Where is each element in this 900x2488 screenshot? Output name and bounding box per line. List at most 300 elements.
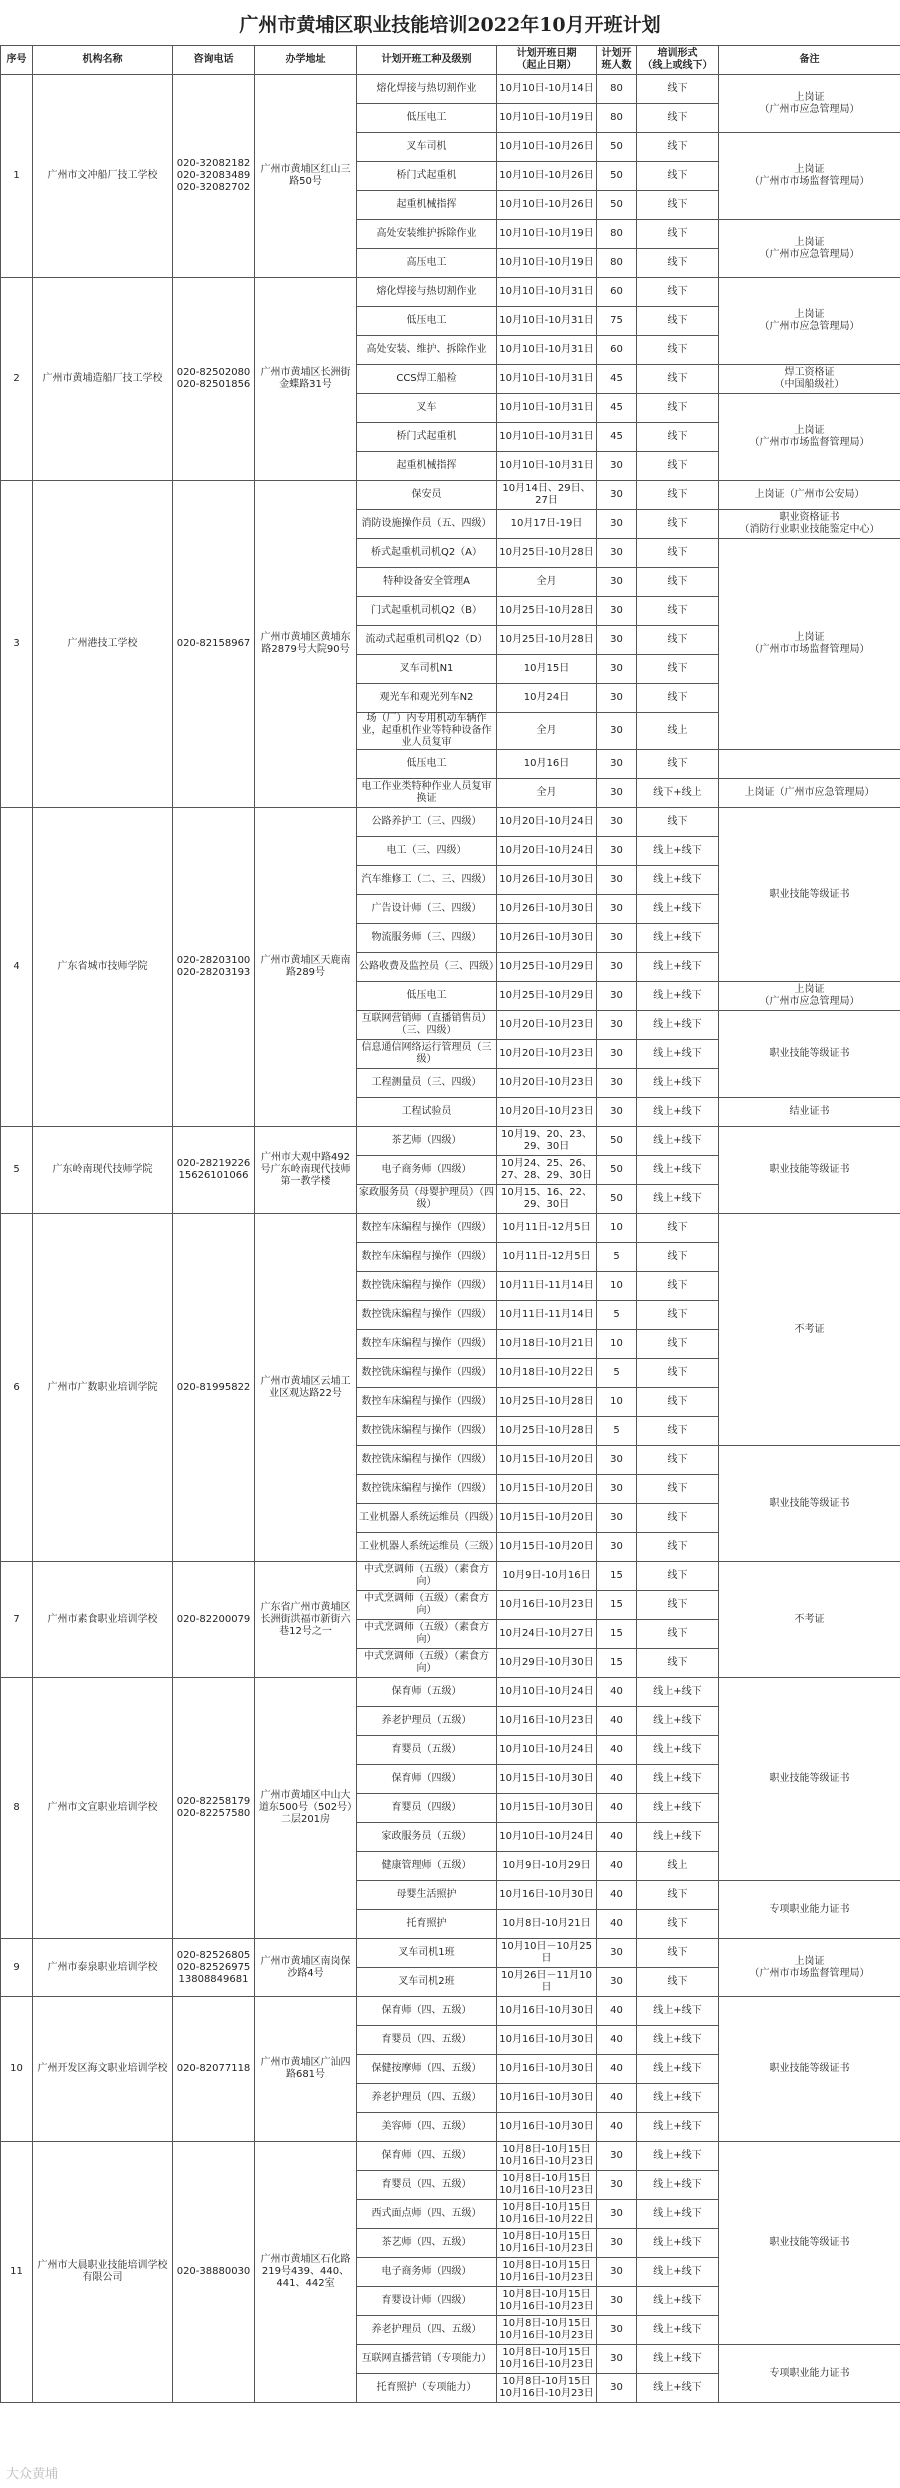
training-mode: 线上+线下 (637, 2258, 719, 2287)
class-date: 10月20日-10月24日 (497, 808, 597, 837)
class-size: 30 (597, 510, 637, 539)
training-mode: 线上+线下 (637, 1765, 719, 1794)
class-size: 30 (597, 626, 637, 655)
class-size: 5 (597, 1359, 637, 1388)
training-mode: 线上+线下 (637, 866, 719, 895)
training-mode: 线下 (637, 191, 719, 220)
org-address: 广州市黄埔区广汕四路681号 (255, 1997, 357, 2142)
job-type: 茶艺师（四级） (357, 1127, 497, 1156)
class-size: 40 (597, 2084, 637, 2113)
class-date: 10月24、25、26、27、28、29、30日 (497, 1156, 597, 1185)
remark: 职业技能等级证书 (719, 1678, 900, 1881)
training-mode: 线上+线下 (637, 1707, 719, 1736)
job-type: 数控铣床编程与操作（四级） (357, 1301, 497, 1330)
training-mode: 线下 (637, 104, 719, 133)
class-date: 10月8日-10月15日 10月16日-10月23日 (497, 2258, 597, 2287)
class-size: 30 (597, 2287, 637, 2316)
class-date: 10月16日-10月30日 (497, 1881, 597, 1910)
remark: 上岗证 （广州市应急管理局） (719, 278, 900, 365)
training-mode: 线上+线下 (637, 2287, 719, 2316)
class-date: 10月8日-10月15日 10月16日-10月23日 (497, 2345, 597, 2374)
class-date: 10月10日－10月25日 (497, 1939, 597, 1968)
training-mode: 线下 (637, 750, 719, 779)
class-date: 10月20日-10月23日 (497, 1069, 597, 1098)
class-date: 10月10日-10月31日 (497, 336, 597, 365)
job-type: 低压电工 (357, 982, 497, 1011)
remark (719, 750, 900, 779)
class-size: 30 (597, 1011, 637, 1040)
job-type: 育婴员（四、五级） (357, 2026, 497, 2055)
class-size: 30 (597, 1504, 637, 1533)
training-mode: 线下 (637, 510, 719, 539)
training-mode: 线上+线下 (637, 982, 719, 1011)
class-date: 10月11日-12月5日 (497, 1214, 597, 1243)
header-count: 计划开班人数 (597, 46, 637, 75)
job-type: 育婴员（五级） (357, 1736, 497, 1765)
org-phone: 020-28219226 15626101066 (173, 1127, 255, 1214)
training-mode: 线上+线下 (637, 1069, 719, 1098)
class-date: 10月26日－11月10日 (497, 1968, 597, 1997)
training-mode: 线上+线下 (637, 2200, 719, 2229)
table-row (1, 1939, 900, 1968)
class-size: 30 (597, 2171, 637, 2200)
remark: 职业技能等级证书 (719, 1997, 900, 2142)
table-row (1, 808, 900, 837)
training-mode: 线下 (637, 365, 719, 394)
training-mode: 线下 (637, 597, 719, 626)
class-date: 10月25日-10月28日 (497, 597, 597, 626)
training-mode: 线上+线下 (637, 2171, 719, 2200)
training-mode: 线下 (637, 1359, 719, 1388)
org-address: 广州市大观中路492号广东岭南现代技师第一教学楼 (255, 1127, 357, 1214)
class-size: 40 (597, 2026, 637, 2055)
header-address: 办学地址 (255, 46, 357, 75)
class-size: 5 (597, 1301, 637, 1330)
class-date: 10月10日-10月14日 (497, 75, 597, 104)
class-date: 10月25日-10月29日 (497, 953, 597, 982)
class-size: 60 (597, 278, 637, 307)
training-mode: 线上+线下 (637, 1127, 719, 1156)
job-type: 起重机械指挥 (357, 191, 497, 220)
training-mode: 线上+线下 (637, 2026, 719, 2055)
training-mode: 线上+线下 (637, 1011, 719, 1040)
class-date: 10月10日-10月24日 (497, 1823, 597, 1852)
org-address: 广州市黄埔区天鹿南路289号 (255, 808, 357, 1127)
class-size: 30 (597, 924, 637, 953)
training-mode: 线下 (637, 1968, 719, 1997)
class-date: 10月10日-10月24日 (497, 1736, 597, 1765)
job-type: 桥式起重机司机Q2（A） (357, 539, 497, 568)
job-type: 工程试验员 (357, 1098, 497, 1127)
remark: 上岗证（广州市应急管理局） (719, 779, 900, 808)
job-type: 保育师（四、五级） (357, 2142, 497, 2171)
class-date: 10月15日-10月30日 (497, 1794, 597, 1823)
class-size: 30 (597, 2229, 637, 2258)
class-date: 10月9日-10月29日 (497, 1852, 597, 1881)
job-type: 托育照护 (357, 1910, 497, 1939)
header-note: 备注 (719, 46, 900, 75)
training-mode: 线上 (637, 713, 719, 750)
org-name: 广州市素食职业培训学校 (33, 1562, 173, 1678)
training-mode: 线上+线下 (637, 2345, 719, 2374)
training-mode: 线下 (637, 539, 719, 568)
class-size: 10 (597, 1272, 637, 1301)
job-type: 工程测量员（三、四级） (357, 1069, 497, 1098)
training-mode: 线下 (637, 220, 719, 249)
training-mode: 线上+线下 (637, 1997, 719, 2026)
training-mode: 线下 (637, 75, 719, 104)
class-size: 30 (597, 837, 637, 866)
class-size: 40 (597, 1794, 637, 1823)
job-type: 西式面点师（四、五级） (357, 2200, 497, 2229)
job-type: 中式烹调师（五级）（素食方向） (357, 1649, 497, 1678)
page-title: 广州市黄埔区职业技能培训2022年10月开班计划 (239, 14, 661, 36)
class-date: 10月8日-10月21日 (497, 1910, 597, 1939)
class-size: 10 (597, 1388, 637, 1417)
org-name: 广州市文宣职业培训学校 (33, 1678, 173, 1939)
org-name: 广州市泰泉职业培训学校 (33, 1939, 173, 1997)
training-mode: 线上+线下 (637, 837, 719, 866)
table-row (1, 1127, 900, 1156)
org-address: 广州市黄埔区云埔工业区观达路22号 (255, 1214, 357, 1562)
class-date: 10月20日-10月23日 (497, 1040, 597, 1069)
remark: 上岗证（广州市公安局） (719, 481, 900, 510)
job-type: 电子商务师（四级） (357, 1156, 497, 1185)
class-date: 10月16日-10月23日 (497, 1591, 597, 1620)
org-address: 广州市黄埔区黄埔东路2879号大院90号 (255, 481, 357, 808)
class-size: 30 (597, 1939, 637, 1968)
class-date: 10月8日-10月15日 10月16日-10月23日 (497, 2142, 597, 2171)
training-mode: 线下 (637, 808, 719, 837)
training-mode: 线下 (637, 1446, 719, 1475)
class-date: 10月24日 (497, 684, 597, 713)
training-mode: 线下 (637, 1591, 719, 1620)
header-mode: 培训形式 （线上或线下） (637, 46, 719, 75)
remark: 焊工资格证 （中国船级社） (719, 365, 900, 394)
org-number: 4 (1, 808, 33, 1127)
job-type: 健康管理师（五级） (357, 1852, 497, 1881)
job-type: 公路养护工（三、四级） (357, 808, 497, 837)
training-mode: 线下 (637, 307, 719, 336)
training-mode: 线下 (637, 1504, 719, 1533)
training-mode: 线上+线下 (637, 2229, 719, 2258)
remark: 上岗证 （广州市应急管理局） (719, 220, 900, 278)
class-size: 40 (597, 1736, 637, 1765)
org-name: 广东省城市技师学院 (33, 808, 173, 1127)
header-org: 机构名称 (33, 46, 173, 75)
class-size: 80 (597, 75, 637, 104)
training-mode: 线下 (637, 1214, 719, 1243)
job-type: 低压电工 (357, 750, 497, 779)
job-type: 育婴设计师（四级） (357, 2287, 497, 2316)
training-mode: 线上+线下 (637, 2374, 719, 2403)
class-size: 40 (597, 1707, 637, 1736)
job-type: 数控车床编程与操作（四级） (357, 1330, 497, 1359)
class-date: 10月10日-10月31日 (497, 423, 597, 452)
remark: 职业资格证书 （消防行业职业技能鉴定中心） (719, 510, 900, 539)
class-date: 10月25日-10月28日 (497, 1417, 597, 1446)
remark: 上岗证 （广州市应急管理局） (719, 982, 900, 1011)
training-mode: 线下 (637, 1649, 719, 1678)
class-size: 40 (597, 1678, 637, 1707)
training-mode: 线上+线下 (637, 1156, 719, 1185)
job-type: 养老护理员（四、五级） (357, 2316, 497, 2345)
training-mode: 线下 (637, 1330, 719, 1359)
class-date: 10月15日-10月20日 (497, 1475, 597, 1504)
job-type: 流动式起重机司机Q2（D） (357, 626, 497, 655)
training-mode: 线下 (637, 1533, 719, 1562)
class-date: 10月25日-10月28日 (497, 626, 597, 655)
header-no: 序号 (1, 46, 33, 75)
class-date: 10月10日-10月26日 (497, 191, 597, 220)
training-mode: 线下 (637, 452, 719, 481)
training-mode: 线上+线下 (637, 2055, 719, 2084)
training-mode: 线上+线下 (637, 1185, 719, 1214)
class-date: 10月16日-10月23日 (497, 1707, 597, 1736)
class-date: 10月14日、29日、27日 (497, 481, 597, 510)
class-size: 5 (597, 1417, 637, 1446)
class-size: 10 (597, 1214, 637, 1243)
training-mode: 线下 (637, 626, 719, 655)
org-number: 7 (1, 1562, 33, 1678)
class-date: 10月18日-10月22日 (497, 1359, 597, 1388)
table-row (1, 1997, 900, 2026)
job-type: 保健按摩师（四、五级） (357, 2055, 497, 2084)
training-mode: 线上+线下 (637, 1794, 719, 1823)
org-number: 2 (1, 278, 33, 481)
job-type: 数控铣床编程与操作（四级） (357, 1359, 497, 1388)
class-size: 30 (597, 2345, 637, 2374)
org-address: 广州市黄埔区石化路219号439、440、441、442室 (255, 2142, 357, 2403)
org-number: 6 (1, 1214, 33, 1562)
org-number: 8 (1, 1678, 33, 1939)
training-mode: 线下 (637, 278, 719, 307)
class-size: 45 (597, 423, 637, 452)
class-date: 10月25日-10月28日 (497, 1388, 597, 1417)
org-phone: 020-82158967 (173, 481, 255, 808)
watermark-logo: 大众黄埔 (6, 2467, 59, 2482)
training-mode: 线下 (637, 1475, 719, 1504)
org-address: 广东省广州市黄埔区长洲街洪福市新街六巷12号之一 (255, 1562, 357, 1678)
job-type: 托育照护（专项能力） (357, 2374, 497, 2403)
class-size: 30 (597, 1040, 637, 1069)
training-mode: 线下 (637, 1939, 719, 1968)
class-size: 30 (597, 808, 637, 837)
class-date: 10月10日-10月31日 (497, 394, 597, 423)
job-type: 数控车床编程与操作（四级） (357, 1243, 497, 1272)
table-row (1, 1214, 900, 1243)
training-mode: 线下 (637, 423, 719, 452)
org-phone: 020-82077118 (173, 1997, 255, 2142)
job-type: CCS焊工船检 (357, 365, 497, 394)
org-phone: 020-38880030 (173, 2142, 255, 2403)
job-type: 数控铣床编程与操作（四级） (357, 1475, 497, 1504)
class-size: 45 (597, 365, 637, 394)
job-type: 母婴生活照护 (357, 1881, 497, 1910)
org-phone: 020-82200079 (173, 1562, 255, 1678)
remark: 不考证 (719, 1562, 900, 1678)
training-mode: 线上+线下 (637, 2084, 719, 2113)
class-size: 30 (597, 597, 637, 626)
class-date: 10月29日-10月30日 (497, 1649, 597, 1678)
org-number: 5 (1, 1127, 33, 1214)
class-date: 10月9日-10月16日 (497, 1562, 597, 1591)
class-date: 10月26日-10月30日 (497, 866, 597, 895)
training-mode: 线下 (637, 1620, 719, 1649)
remark: 职业技能等级证书 (719, 1127, 900, 1214)
org-number: 10 (1, 1997, 33, 2142)
org-name: 广州市广数职业培训学院 (33, 1214, 173, 1562)
class-size: 5 (597, 1243, 637, 1272)
org-number: 3 (1, 481, 33, 808)
org-phone: 020-32082182 020-32083489 020-32082702 (173, 75, 255, 278)
class-size: 40 (597, 1852, 637, 1881)
class-size: 50 (597, 1127, 637, 1156)
class-date: 10月18日-10月21日 (497, 1330, 597, 1359)
class-size: 30 (597, 1069, 637, 1098)
org-address: 广州市黄埔区中山大道东500号（502号）二层201房 (255, 1678, 357, 1939)
remark: 职业技能等级证书 (719, 808, 900, 982)
remark: 上岗证 （广州市应急管理局） (719, 75, 900, 133)
class-date: 10月17日-19日 (497, 510, 597, 539)
class-date: 10月10日-10月19日 (497, 249, 597, 278)
training-mode: 线上+线下 (637, 1098, 719, 1127)
org-number: 11 (1, 2142, 33, 2403)
class-size: 30 (597, 1533, 637, 1562)
remark: 专项职业能力证书 (719, 1881, 900, 1939)
class-size: 45 (597, 394, 637, 423)
job-type: 保育师（五级） (357, 1678, 497, 1707)
class-size: 30 (597, 750, 637, 779)
class-date: 全月 (497, 568, 597, 597)
class-date: 10月16日-10月30日 (497, 2026, 597, 2055)
class-size: 30 (597, 452, 637, 481)
job-type: 数控车床编程与操作（四级） (357, 1214, 497, 1243)
class-date: 10月11日-11月14日 (497, 1301, 597, 1330)
class-date: 10月20日-10月23日 (497, 1098, 597, 1127)
job-type: 门式起重机司机Q2（B） (357, 597, 497, 626)
class-size: 15 (597, 1562, 637, 1591)
training-mode: 线下 (637, 1301, 719, 1330)
training-mode: 线下 (637, 249, 719, 278)
training-mode: 线下 (637, 336, 719, 365)
org-phone: 020-82258179 020-82257580 (173, 1678, 255, 1939)
job-type: 电工作业类特种作业人员复审换证 (357, 779, 497, 808)
class-date: 10月8日-10月15日 10月16日-10月23日 (497, 2287, 597, 2316)
training-mode: 线下 (637, 394, 719, 423)
training-mode: 线下 (637, 1272, 719, 1301)
class-size: 30 (597, 1968, 637, 1997)
class-size: 30 (597, 2374, 637, 2403)
class-date: 10月8日-10月15日 10月16日-10月23日 (497, 2374, 597, 2403)
class-date: 10月15日-10月20日 (497, 1446, 597, 1475)
class-date: 10月16日-10月30日 (497, 1997, 597, 2026)
remark: 职业技能等级证书 (719, 2142, 900, 2345)
class-size: 30 (597, 1446, 637, 1475)
job-type: 场（厂）内专用机动车辆作业，起重机作业等特种设备作业人员复审 (357, 713, 497, 750)
job-type: 电工（三、四级） (357, 837, 497, 866)
job-type: 数控铣床编程与操作（四级） (357, 1446, 497, 1475)
job-type: 特种设备安全管理A (357, 568, 497, 597)
class-date: 10月19、20、23、29、30日 (497, 1127, 597, 1156)
class-size: 40 (597, 1910, 637, 1939)
training-mode: 线上+线下 (637, 895, 719, 924)
class-size: 15 (597, 1591, 637, 1620)
class-size: 30 (597, 2316, 637, 2345)
training-mode: 线下 (637, 684, 719, 713)
class-size: 40 (597, 1823, 637, 1852)
training-mode: 线上+线下 (637, 924, 719, 953)
remark: 上岗证 （广州市市场监督管理局） (719, 133, 900, 220)
org-address: 广州市黄埔区长洲街金蝶路31号 (255, 278, 357, 481)
job-type: 桥门式起重机 (357, 162, 497, 191)
job-type: 工业机器人系统运维员（四级） (357, 1504, 497, 1533)
class-date: 10月16日-10月30日 (497, 2055, 597, 2084)
org-name: 广州港技工学校 (33, 481, 173, 808)
training-mode: 线下 (637, 1417, 719, 1446)
job-type: 保育师（四、五级） (357, 1997, 497, 2026)
org-name: 广州市文冲船厂技工学校 (33, 75, 173, 278)
class-date: 10月20日-10月23日 (497, 1011, 597, 1040)
class-size: 30 (597, 866, 637, 895)
class-size: 30 (597, 1098, 637, 1127)
class-date: 10月16日-10月30日 (497, 2084, 597, 2113)
remark: 职业技能等级证书 (719, 1011, 900, 1098)
class-size: 80 (597, 220, 637, 249)
class-date: 10月15日-10月20日 (497, 1533, 597, 1562)
job-type: 熔化焊接与热切割作业 (357, 75, 497, 104)
job-type: 观光车和观光列车N2 (357, 684, 497, 713)
job-type: 消防设施操作员（五、四级） (357, 510, 497, 539)
class-size: 30 (597, 953, 637, 982)
class-size: 15 (597, 1649, 637, 1678)
job-type: 叉车司机1班 (357, 1939, 497, 1968)
table-row (1, 278, 900, 307)
class-date: 10月15日 (497, 655, 597, 684)
class-size: 40 (597, 1881, 637, 1910)
class-date: 10月8日-10月15日 10月16日-10月23日 (497, 2316, 597, 2345)
training-mode: 线上+线下 (637, 2142, 719, 2171)
job-type: 互联网营销师（直播销售员）（三、四级） (357, 1011, 497, 1040)
training-plan-table (0, 45, 900, 2403)
header-date: 计划开班日期 （起止日期） (497, 46, 597, 75)
class-date: 全月 (497, 779, 597, 808)
class-date: 10月10日-10月26日 (497, 162, 597, 191)
header-job: 计划开班工种及级别 (357, 46, 497, 75)
class-date: 10月10日-10月19日 (497, 220, 597, 249)
class-date: 10月25日-10月28日 (497, 539, 597, 568)
class-date: 10月15日-10月30日 (497, 1765, 597, 1794)
class-date: 10月10日-10月31日 (497, 278, 597, 307)
class-size: 40 (597, 2113, 637, 2142)
class-date: 10月11日-12月5日 (497, 1243, 597, 1272)
training-mode: 线下 (637, 1243, 719, 1272)
table-row (1, 2142, 900, 2171)
training-mode: 线上+线下 (637, 1823, 719, 1852)
class-size: 15 (597, 1620, 637, 1649)
class-date: 全月 (497, 713, 597, 750)
class-date: 10月10日-10月26日 (497, 133, 597, 162)
job-type: 保安员 (357, 481, 497, 510)
remark: 不考证 (719, 1214, 900, 1446)
class-size: 10 (597, 1330, 637, 1359)
training-mode: 线下 (637, 1881, 719, 1910)
training-mode: 线下 (637, 568, 719, 597)
org-phone: 020-82526805 020-82526975 13808849681 (173, 1939, 255, 1997)
job-type: 育婴员（四、五级） (357, 2171, 497, 2200)
job-type: 低压电工 (357, 104, 497, 133)
class-size: 50 (597, 1156, 637, 1185)
